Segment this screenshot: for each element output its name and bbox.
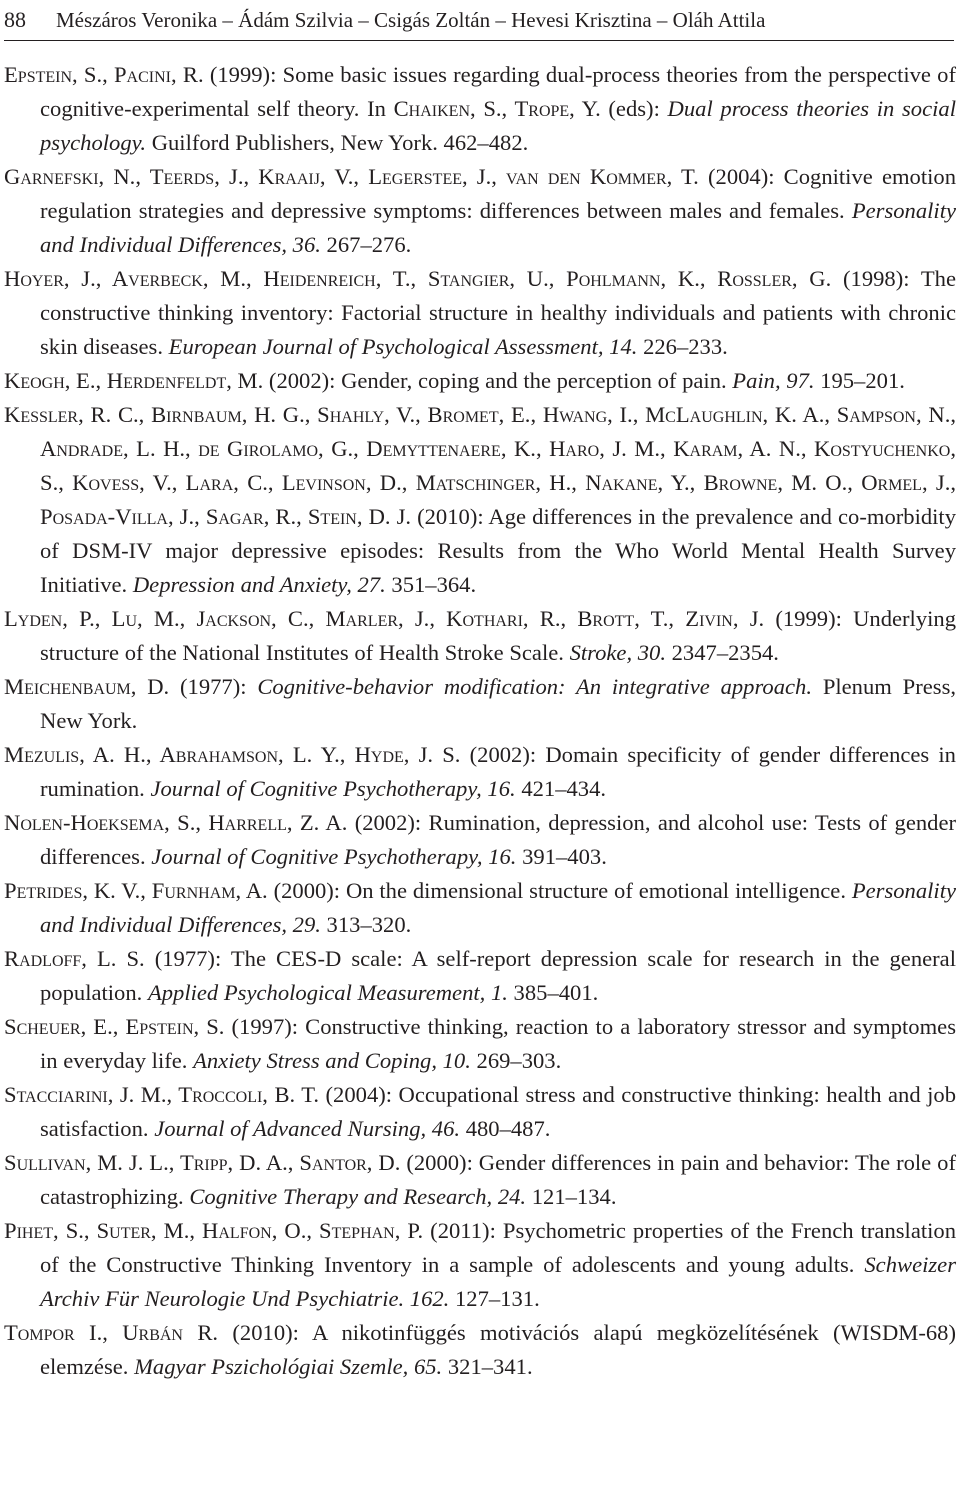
reference-source: Depression and Anxiety, 27. bbox=[132, 572, 386, 597]
reference-editors: Chaiken, S., Trope, Y. bbox=[393, 96, 601, 121]
reference-authors: Stacciarini, J. M., Troccoli, B. T. bbox=[4, 1082, 320, 1107]
reference-source: Stroke, 30. bbox=[569, 640, 666, 665]
reference-source: Magyar Pszichológiai Szemle, 65. bbox=[134, 1354, 443, 1379]
reference-authors: Kessler, R. C., Birnbaum, H. G., Shahly, V., Bromet, E., Hwang, I., McLaughlin, K. A., Sampson, N., Andrade, L. H., de Girolamo, G., Demyttenaere, K., Haro, J. M., Karam, A. N., Kostyuchenko, S., Kovess, V., Lara, C., Levinson, D., Matschinger, H., Nakane, Y., Browne, M. O., Ormel, J., Posada-Villa, J., Sagar, R., Stein, D. J. bbox=[4, 402, 956, 529]
reference-authors: Sullivan, M. J. L., Tripp, D. A., Santor, D. bbox=[4, 1150, 401, 1175]
reference-source: Schweizer Archiv Für Neurologie Und Psychiatrie. 162. bbox=[40, 1252, 956, 1311]
reference-body: (1997): Constructive thinking, reaction to a laboratory stressor and symptomes in everyday life. bbox=[40, 1014, 956, 1073]
reference-pages: 267–276. bbox=[320, 232, 412, 257]
reference-authors: Tompor I., Urbán R. bbox=[4, 1320, 219, 1345]
reference-source: Pain, 97. bbox=[732, 368, 815, 393]
reference-body: (2004): Cognitive emotion regulation strategies and depressive symptoms: differences between males and females. bbox=[40, 164, 957, 223]
reference-pages: 385–401. bbox=[507, 980, 599, 1005]
reference-body: (1977): The CES-D scale: A self-report depression scale for research in the general population. bbox=[40, 946, 956, 1005]
reference-authors: Garnefski, N., Teerds, J., Kraaij, V., Legerstee, J., van den Kommer, T. bbox=[4, 164, 699, 189]
header-authors: Mészáros Veronika – Ádám Szilvia – Csigás Zoltán – Hevesi Krisztina – Oláh Attila bbox=[56, 7, 766, 32]
reference-item-epstein-1999 bbox=[4, 58, 956, 160]
reference-authors: Hoyer, J., Averbeck, M., Heidenreich, T., Stangier, U., Pohlmann, K., Rossler, G. bbox=[4, 266, 832, 291]
reference-source: Applied Psychological Measurement, 1. bbox=[147, 980, 508, 1005]
reference-item-nolen-hoeksema-2002 bbox=[4, 806, 956, 874]
reference-item-hoyer-1998 bbox=[4, 262, 956, 364]
reference-body: (2002): Domain specificity of gender differences in rumination. bbox=[40, 742, 956, 801]
reference-authors: Scheuer, E., Epstein, S. bbox=[4, 1014, 225, 1039]
reference-pages: 321–341. bbox=[442, 1354, 533, 1379]
reference-body: (1999): Some basic issues regarding dual-process theories from the perspective of cognitive-experimental self theory. In bbox=[40, 62, 956, 121]
reference-authors: Nolen-Hoeksema, S., Harrell, Z. A. bbox=[4, 810, 348, 835]
reference-pages: 391–403. bbox=[516, 844, 607, 869]
reference-source: Personality and Individual Differences, 29. bbox=[40, 878, 957, 937]
reference-pages: 121–134. bbox=[526, 1184, 617, 1209]
reference-item-sullivan-2000 bbox=[4, 1146, 956, 1214]
reference-authors: Keogh, E., Herdenfeldt, M. bbox=[4, 368, 264, 393]
page-number: 88 bbox=[4, 7, 26, 32]
reference-item-mezulis-2002 bbox=[4, 738, 956, 806]
reference-pages: 480–487. bbox=[460, 1116, 551, 1141]
reference-item-radloff-1977 bbox=[4, 942, 956, 1010]
reference-authors: Radloff, L. S. bbox=[4, 946, 145, 971]
reference-source: Journal of Advanced Nursing, 46. bbox=[154, 1116, 461, 1141]
reference-body: (eds): bbox=[600, 96, 668, 121]
reference-list bbox=[4, 58, 956, 1384]
reference-item-meichenbaum-1977 bbox=[4, 670, 956, 738]
reference-source: Journal of Cognitive Psychotherapy, 16. bbox=[150, 776, 516, 801]
reference-pages: 313–320. bbox=[320, 912, 412, 937]
reference-item-garnefski-2004 bbox=[4, 160, 956, 262]
reference-item-lyden-1999 bbox=[4, 602, 956, 670]
reference-pages: Guilford Publishers, New York. 462–482. bbox=[146, 130, 529, 155]
reference-source: Cognitive Therapy and Research, 24. bbox=[189, 1184, 527, 1209]
reference-item-keogh-2002 bbox=[4, 364, 956, 398]
reference-source: European Journal of Psychological Assessment, 14. bbox=[168, 334, 638, 359]
reference-body: (2010): Age differences in the prevalence and co-morbidity of DSM-IV major depressive episodes: Results from the Who World Mental Health Survey Initiative. bbox=[40, 504, 956, 597]
reference-pages: 195–201. bbox=[814, 368, 905, 393]
reference-source: Personality and Individual Differences, 36. bbox=[40, 198, 956, 257]
reference-pages: 127–131. bbox=[449, 1286, 540, 1311]
reference-body: (2011): Psychometric properties of the French translation of the Constructive Thinking Inventory in a sample of adolescents and young adults. bbox=[40, 1218, 956, 1277]
reference-authors: Mezulis, A. H., Abrahamson, L. Y., Hyde, J. S. bbox=[4, 742, 461, 767]
reference-body: (2000): Gender differences in pain and behavior: The role of catastrophizing. bbox=[40, 1150, 956, 1209]
reference-pages: 226–233. bbox=[637, 334, 728, 359]
reference-pages: 2347–2354. bbox=[665, 640, 779, 665]
reference-item-tompor-2010 bbox=[4, 1316, 956, 1384]
reference-authors: Petrides, K. V., Furnham, A. bbox=[4, 878, 268, 903]
reference-body: (2002): Gender, coping and the perception of pain. bbox=[263, 368, 733, 393]
reference-item-kessler-2010 bbox=[4, 398, 956, 602]
reference-publisher: Plenum Press, New York. bbox=[40, 674, 957, 733]
reference-item-petrides-2000 bbox=[4, 874, 956, 942]
reference-body: (2004): Occupational stress and constructive thinking: health and job satisfaction. bbox=[40, 1082, 956, 1141]
reference-source: Anxiety Stress and Coping, 10. bbox=[193, 1048, 471, 1073]
reference-body: (2000): On the dimensional structure of emotional intelligence. bbox=[267, 878, 852, 903]
running-header bbox=[4, 0, 954, 41]
reference-pages: 421–434. bbox=[515, 776, 607, 801]
reference-authors: Pihet, S., Suter, M., Halfon, O., Stephan, P. bbox=[4, 1218, 424, 1243]
reference-authors: Lyden, P., Lu, M., Jackson, C., Marler, J., Kothari, R., Brott, T., Zivin, J. bbox=[4, 606, 765, 631]
reference-body: (1977): bbox=[169, 674, 258, 699]
reference-body: (1998): The constructive thinking inventory: Factorial structure in healthy individuals and patients with chronic skin diseases. bbox=[40, 266, 957, 359]
reference-authors: Epstein, S., Pacini, R. bbox=[4, 62, 204, 87]
reference-source: Dual process theories in social psychology. bbox=[40, 96, 956, 155]
reference-source: Journal of Cognitive Psychotherapy, 16. bbox=[151, 844, 517, 869]
reference-item-scheuer-1997 bbox=[4, 1010, 956, 1078]
reference-body: (2010): A nikotinfüggés motivációs alapú megközelítésének (WISDM-68) elemzése. bbox=[40, 1320, 956, 1379]
reference-body: (1999): Underlying structure of the National Institutes of Health Stroke Scale. bbox=[40, 606, 956, 665]
reference-item-pihet-2011 bbox=[4, 1214, 956, 1316]
reference-body: (2002): Rumination, depression, and alcohol use: Tests of gender differences. bbox=[40, 810, 957, 869]
reference-pages: 269–303. bbox=[470, 1048, 562, 1073]
reference-authors: Meichenbaum, D. bbox=[4, 674, 170, 699]
reference-item-stacciarini-2004 bbox=[4, 1078, 956, 1146]
reference-pages: 351–364. bbox=[385, 572, 477, 597]
reference-source: Cognitive-behavior modification: An integrative approach. bbox=[257, 674, 812, 699]
